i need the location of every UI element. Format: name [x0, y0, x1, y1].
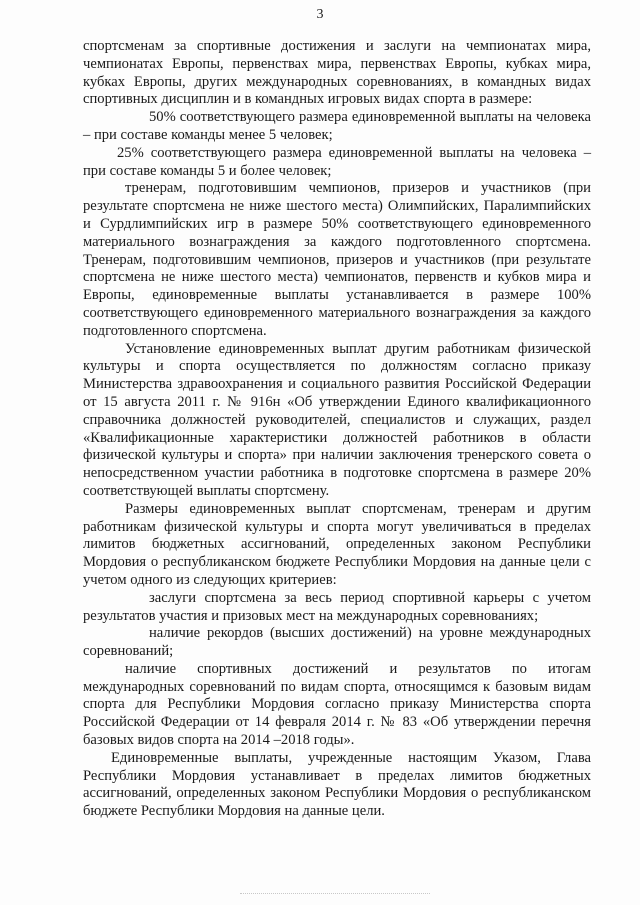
paragraph-criterion-base-sports: наличие спортивных достижений и результатов по итогам международных соревнований по видам спорта, относящимся к базовым видам спорта для Республики Мордовия согласно приказу Министерства спорта Российской Федерации от 14 февраля 2014 г. № 83 «Об утверждении перечня базовых видов спорта на 2014 –2018 годы».: [83, 660, 591, 749]
paragraph-criterion-career: заслуги спортсмена за весь период спортивной карьеры с учетом результатов участия и призовых мест на международных соревнованиях;: [83, 589, 591, 624]
paragraph-head-sets-payments: Единовременные выплаты, учрежденные настоящим Указом, Глава Республики Мордовия устанавливает в пределах лимитов бюджетных ассигнований, определенных законом Республики Мордовия о республиканском бюджете Республики Мордовия на данные цели.: [83, 749, 591, 820]
paragraph-other-workers: Установление единовременных выплат другим работникам физической культуры и спорта осуществляется по должностям согласно приказу Министерства здравоохранения и социального развития Российской Федерации от 15 августа 2011 г. № 916н «Об утверждении Единого квалификационного справочника должностей руководителей, специалистов и служащих, раздел «Квалификационные характеристики должностей работников в области физической культуры и спорта» при наличии заключения тренерского совета о непосредственном участии работника в подготовке спортсмена в размере 20% соответствующей выплаты спортсмену.: [83, 340, 591, 499]
paragraph-criterion-records: наличие рекордов (высших достижений) на уровне международных соревнований;: [83, 625, 591, 660]
paragraph-athletes-awards: спортсменам за спортивные достижения и заслуги на чемпионатах мира, чемпионатах Европы, первенствах мира, первенствах Европы, кубках мира, кубках Европы, других международных соревнованиях, в командных видах спортивных дисциплин и в командных игровых видах спорта в размере:: [83, 38, 591, 108]
paragraph-coaches: тренерам, подготовившим чемпионов, призеров и участников (при результате спортсмена не ниже шестого места) Олимпийских, Паралимпийских и Сурдлимпийских игр в размере 50% соответствующего единовременного материального вознаграждения за каждого подготовленного спортсмена. Тренерам, подготовившим чемпионов, призеров и участников (при результате спортсмена не ниже шестого места) чемпионатов, первенств и кубков мира и Европы, единовременные выплаты устанавливается в размере 100% соответствующего единовременного материального вознаграждения за каждого подготовленного спортсмена.: [83, 180, 591, 339]
scan-artifact-dots: [240, 893, 430, 895]
paragraph-increase-criteria: Размеры единовременных выплат спортсменам, тренерам и другим работникам физической культуры и спорта могут увеличиваться в пределах лимитов бюджетных ассигнований, определенных законом Республики Мордовия о республиканском бюджете Республики Мордовия на данные цели с учетом одного из следующих критериев:: [83, 500, 591, 588]
paragraph-team-under-5: 50% соответствующего размера единовременной выплаты на человека – при составе команды менее 5 человек;: [83, 109, 591, 143]
page-number: 3: [316, 7, 324, 22]
document-body: [83, 38, 591, 821]
paragraph-team-5-or-more: 25% соответствующего размера единовременной выплаты на человека – при составе команды 5 и более человек;: [83, 144, 591, 179]
